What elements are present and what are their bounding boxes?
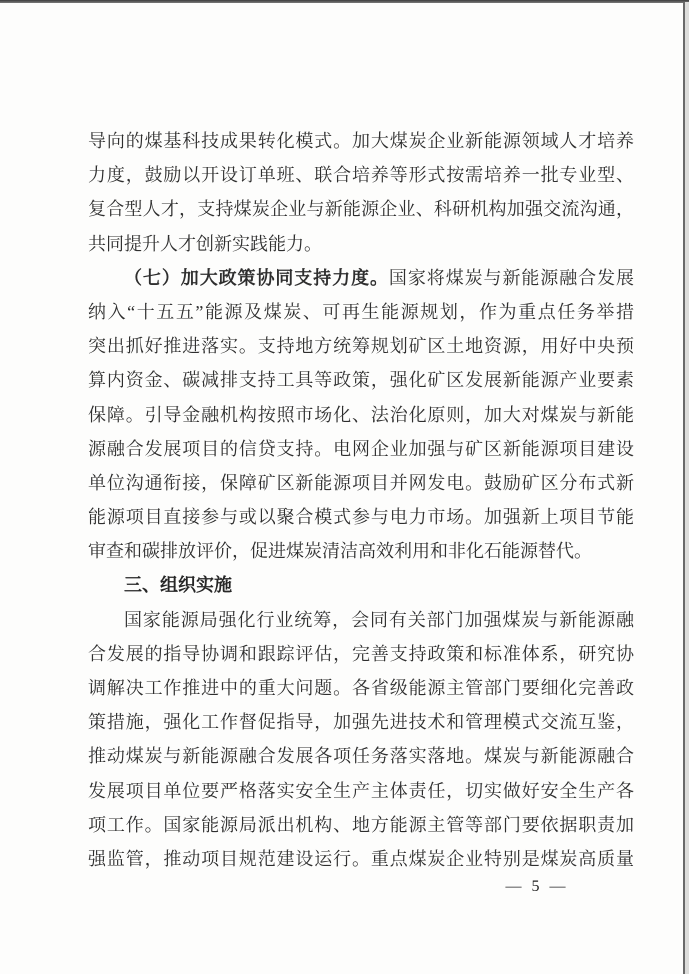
text-line: 审查和碳排放评价，促进煤炭清洁高效利用和非化石能源替代。 — [88, 541, 592, 562]
text-line: 策措施，强化工作督促指导，加强先进技术和管理模式交流互鉴， — [88, 712, 634, 733]
text-line: 单位沟通衔接，保障矿区新能源项目并网发电。鼓励矿区分布式新 — [88, 472, 634, 493]
document-body — [88, 124, 634, 876]
paragraph-talent-cultivation — [88, 124, 634, 261]
text-line: 力度，鼓励以开设订单班、联合培养等形式按需培养一批专业型、 — [88, 165, 634, 186]
scan-edge-right-strip — [685, 2, 689, 974]
text-line: 突出抓好推进落实。支持地方统筹规划矿区土地资源，用好中央预 — [88, 336, 634, 357]
text-line: 国家能源局强化行业统筹，会同有关部门加强煤炭与新能源融 — [124, 609, 634, 630]
text-line: 调解决工作推进中的重大问题。各省级能源主管部门要细化完善政 — [88, 678, 634, 698]
section-heading: 三、组织实施 — [124, 575, 232, 596]
page-number: — 5 — — [505, 878, 569, 895]
clause-seven-lead: （七）加大政策协同支持力度。 — [124, 267, 389, 288]
text-line: 发展项目单位要严格落实安全生产主体责任，切实做好安全生产各 — [88, 780, 634, 801]
paragraph-policy-support — [88, 261, 634, 569]
paragraph-implementation — [88, 603, 634, 877]
text-line: 算内资金、碳减排支持工具等政策，强化矿区发展新能源产业要素 — [88, 370, 634, 391]
text-line: 保障。引导金融机构按照市场化、法治化原则，加大对煤炭与新能 — [88, 404, 634, 425]
scan-edge-top — [0, 0, 689, 3]
text-line: 合发展的指导协调和跟踪评估，完善支持政策和标准体系，研究协 — [88, 643, 634, 664]
clause-seven-text: 国家将煤炭与新能源融合发展 — [388, 267, 634, 288]
text-line: 复合型人才，支持煤炭企业与新能源企业、科研机构加强交流沟通， — [88, 199, 634, 220]
text-line: 共同提升人才创新实践能力。 — [88, 233, 322, 254]
text-line: 源融合发展项目的信贷支持。电网企业加强与矿区新能源项目建设 — [88, 438, 634, 459]
text-line: 纳入“十五五”能源及煤炭、可再生能源规划，作为重点任务举措 — [88, 301, 634, 322]
text-line: 推动煤炭与新能源融合发展各项任务落实落地。煤炭与新能源融合 — [88, 746, 634, 767]
text-line: 强监管，推动项目规范建设运行。重点煤炭企业特别是煤炭高质量 — [88, 848, 634, 869]
text-line — [88, 261, 634, 295]
text-line: 能源项目直接参与或以聚合模式参与电力市场。加强新上项目节能 — [88, 507, 634, 528]
text-line: 项工作。国家能源局派出机构、地方能源主管等部门要依据职责加 — [88, 814, 634, 835]
text-line: 导向的煤基科技成果转化模式。加大煤炭企业新能源领域人才培养 — [88, 131, 634, 151]
